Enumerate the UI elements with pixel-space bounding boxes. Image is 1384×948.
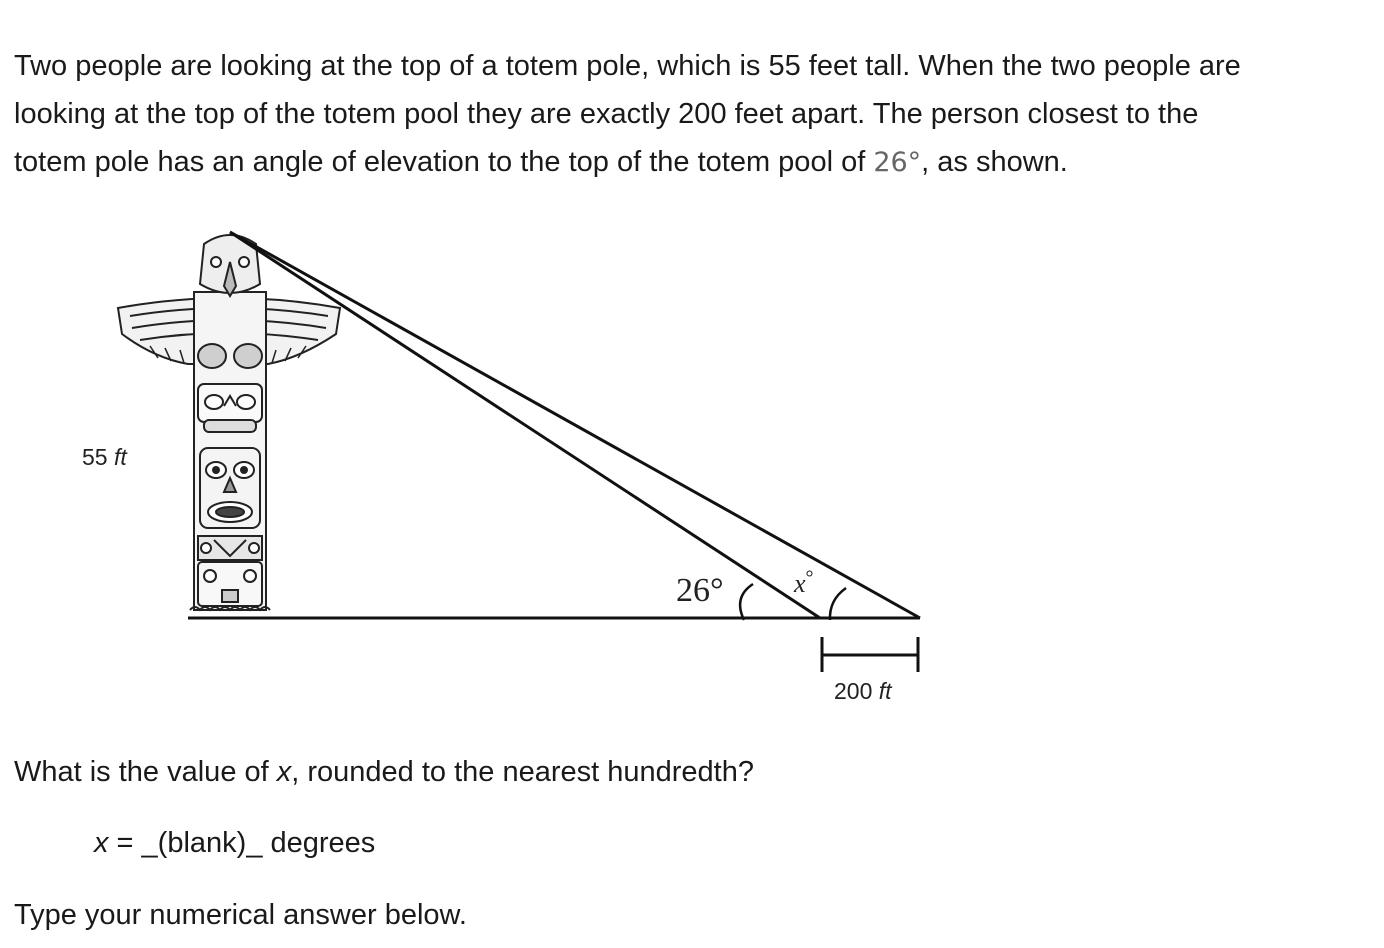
answer-blank: = _(blank)_ degrees [108, 827, 376, 859]
question-after: , rounded to the nearest hundredth? [291, 756, 754, 788]
answer-blank-line [94, 819, 375, 867]
angle-arc-near [740, 584, 753, 620]
angle-far-label [793, 567, 814, 598]
totem-pole-diagram [0, 200, 1000, 700]
answer-variable: x [94, 827, 109, 859]
distance-label-value: 200 [834, 678, 879, 700]
angle-far-degree: ° [805, 567, 814, 589]
sight-line-near [230, 232, 820, 618]
question-before: What is the value of [14, 756, 277, 788]
totem-pole-illustration [118, 235, 340, 610]
problem-line-3-end: , as shown. [921, 146, 1068, 178]
instruction-text: Type your numerical answer below. [14, 899, 467, 931]
angle-arc-far [830, 588, 846, 620]
height-label-unit: ft [113, 444, 127, 470]
problem-line-2: looking at the top of the totem pool they are exactly 200 feet apart. The person closest to the [14, 98, 1199, 130]
distance-label-unit: ft [878, 678, 892, 700]
angle-near-label: 26° [676, 572, 724, 609]
distance-marker [822, 637, 918, 672]
question-variable: x [276, 756, 292, 788]
height-label-value: 55 [82, 444, 114, 470]
angle-of-elevation-value: 26° [873, 147, 922, 178]
sight-line-far [230, 232, 920, 618]
question-text [14, 748, 754, 796]
distance-label [834, 678, 893, 700]
problem-line-1: Two people are looking at the top of a totem pole, which is 55 feet tall. When the two people are [14, 50, 1241, 82]
angle-far-variable: x [794, 569, 806, 598]
problem-line-3-text: totem pole has an angle of elevation to the top of the totem pool of [14, 146, 874, 178]
problem-statement [14, 42, 1376, 187]
height-label [82, 444, 128, 470]
problem-line-3 [14, 138, 1376, 187]
